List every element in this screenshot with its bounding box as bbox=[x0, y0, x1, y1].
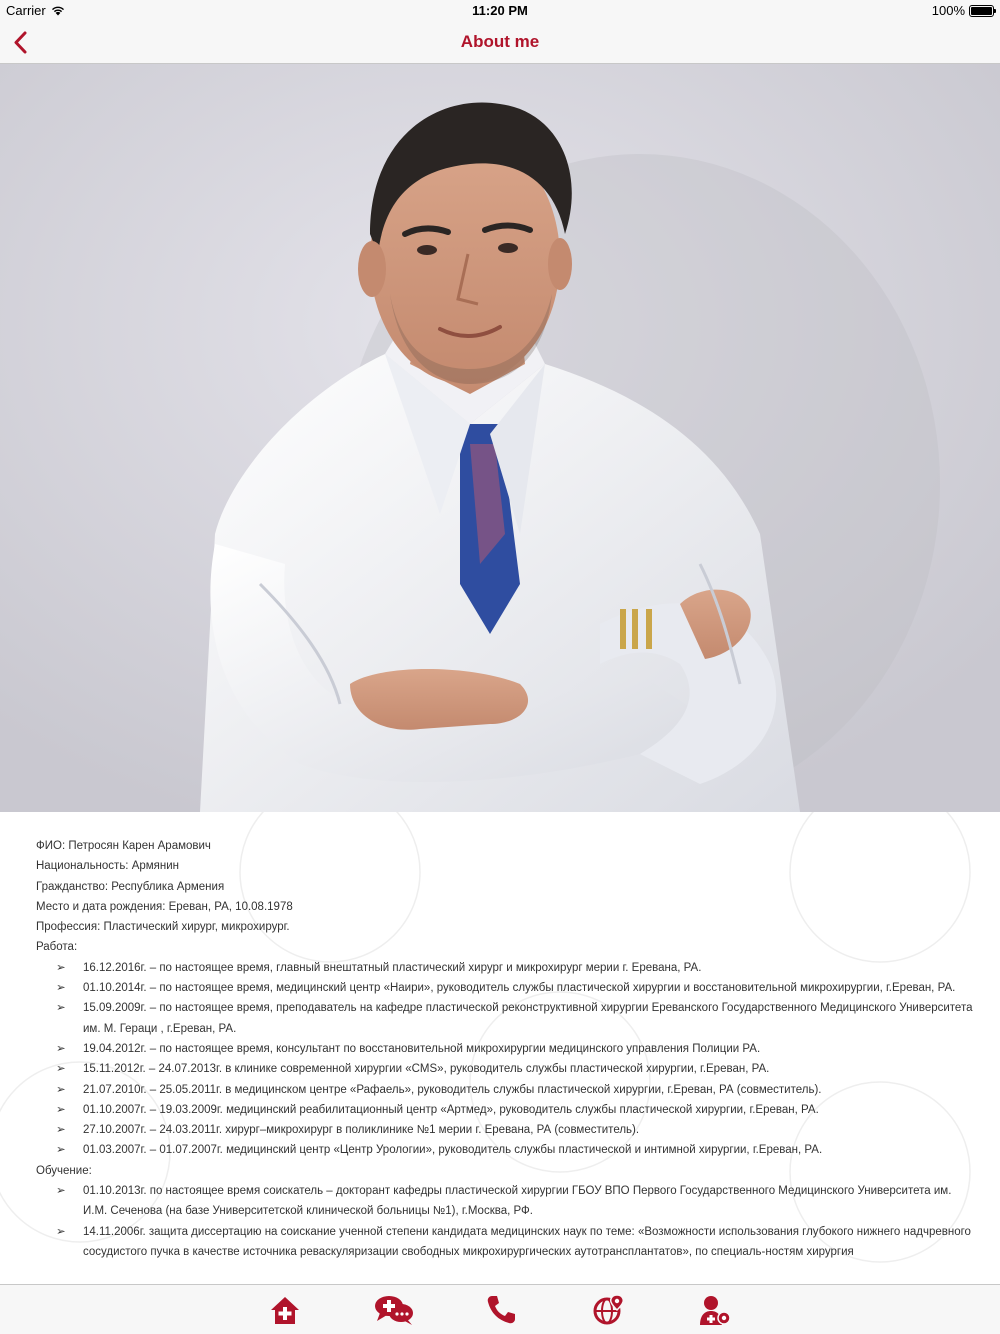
work-item: ➢ 21.07.2010г. – 25.05.2011г. в медицинском центре «Рафаель», руководитель службы пластической хирургии, г.Ереван, РА (совместитель). bbox=[36, 1080, 976, 1100]
bullet-arrow-icon: ➢ bbox=[56, 1103, 66, 1116]
education-heading: Обучение: bbox=[36, 1164, 92, 1177]
status-bar bbox=[0, 0, 1000, 22]
globe-location-icon bbox=[592, 1293, 626, 1327]
page-title: About me bbox=[460, 32, 540, 51]
navigation-bar bbox=[0, 22, 1000, 64]
bullet-arrow-icon: ➢ bbox=[56, 961, 66, 974]
bullet-arrow-icon: ➢ bbox=[56, 1124, 66, 1137]
bullet-arrow-icon: ➢ bbox=[56, 1144, 66, 1157]
doctor-settings-icon bbox=[698, 1293, 732, 1327]
education-item: ➢ 01.10.2013г. по настоящее время соискатель – докторант кафедры пластической хирургии ГБОУ ВПО Первого Государственного Медицинского Университета им. И.М. Сеченова (на базе Университетской клинической больницы №1), г.Москва, РФ. bbox=[36, 1181, 976, 1222]
work-heading: Работа: bbox=[36, 941, 78, 954]
clock: 11:20 PM bbox=[472, 3, 528, 18]
doctor-portrait-illustration bbox=[0, 64, 1000, 812]
bottom-tab-bar bbox=[0, 1284, 1000, 1334]
bio-nationality: Национальность: Армянин bbox=[36, 860, 180, 873]
education-item: ➢ 14.11.2006г. защита диссертацию на соискание ученной степени кандидата медицинских наук по теме: «Возможности использования глубокого нижнего надчревного сосудистого пучка в качестве источника реваскуляризации свободных микрохирургических аутотрансплантатов», по специаль-ностям хирургия bbox=[36, 1222, 976, 1263]
work-item: ➢ 16.12.2016г. – по настоящее время, главный внештатный пластический хирург и микрохирург мерии г. Еревана, РА. bbox=[36, 958, 976, 978]
phone-icon bbox=[484, 1293, 518, 1327]
tab-call[interactable] bbox=[484, 1293, 518, 1327]
work-item: ➢ 01.10.2007г. – 19.03.2009г. медицинский реабилитационный центр «Артмед», руководитель службы пластической хирургии, г.Ереван, РА. bbox=[36, 1100, 976, 1120]
battery-status bbox=[932, 3, 994, 18]
work-item: ➢ 19.04.2012г. – по настоящее время, консультант по восстановительной микрохирургии медицинского управления Полиции РА. bbox=[36, 1039, 976, 1059]
bullet-arrow-icon: ➢ bbox=[56, 1083, 66, 1096]
bio-birth: Место и дата рождения: Ереван, РА, 10.08.1978 bbox=[36, 900, 293, 913]
work-item: ➢ 15.11.2012г. – 24.07.2013г. в клинике современной хирургии «CMS», руководитель службы пластической хирургии, г.Ереван, РА. bbox=[36, 1059, 976, 1079]
chat-medical-icon bbox=[374, 1293, 414, 1327]
bio-content bbox=[0, 812, 1000, 1284]
bio-citizenship: Гражданство: Республика Армения bbox=[36, 880, 225, 893]
work-item: ➢ 27.10.2007г. – 24.03.2011г. хирург–микрохирург в поликлинике №1 мерии г. Еревана, РА (совместитель). bbox=[36, 1120, 976, 1140]
bio-text bbox=[36, 836, 976, 1262]
tab-location[interactable] bbox=[592, 1293, 626, 1327]
work-item: ➢ 01.10.2014г. – по настоящее время, медицинский центр «Наири», руководитель службы пластической хирургии и восстановительной микрохирургии, г.Ереван, РА. bbox=[36, 978, 976, 998]
carrier-label: Carrier bbox=[6, 3, 46, 18]
bullet-arrow-icon: ➢ bbox=[56, 1185, 66, 1198]
tab-consultation[interactable] bbox=[374, 1293, 414, 1327]
battery-percent: 100% bbox=[931, 3, 965, 18]
battery-icon bbox=[969, 5, 994, 17]
bullet-arrow-icon: ➢ bbox=[56, 1042, 66, 1055]
tab-home[interactable] bbox=[268, 1293, 302, 1327]
bullet-arrow-icon: ➢ bbox=[56, 982, 66, 995]
work-item: ➢ 01.03.2007г. – 01.07.2007г. медицинский центр «Центр Урологии», руководитель службы пластической и интимной хирургии, г.Ереван, РА. bbox=[36, 1140, 976, 1160]
home-medical-icon bbox=[268, 1293, 302, 1327]
bio-fio: ФИО: Петросян Карен Арамович bbox=[36, 840, 211, 852]
bullet-arrow-icon: ➢ bbox=[56, 1225, 66, 1238]
work-item: ➢ 15.09.2009г. – по настоящее время, преподаватель на кафедре пластической реконструктивной хирургии Ереванского Государственного Медицинского Университета им. М. Гераци , г.Ереван, РА. bbox=[36, 998, 976, 1039]
doctor-portrait-photo bbox=[0, 64, 1000, 812]
tab-about-doctor[interactable] bbox=[698, 1293, 732, 1327]
bullet-arrow-icon: ➢ bbox=[56, 1063, 66, 1076]
bullet-arrow-icon: ➢ bbox=[56, 1002, 66, 1015]
bio-profession: Профессия: Пластический хирург, микрохирург. bbox=[36, 921, 290, 934]
